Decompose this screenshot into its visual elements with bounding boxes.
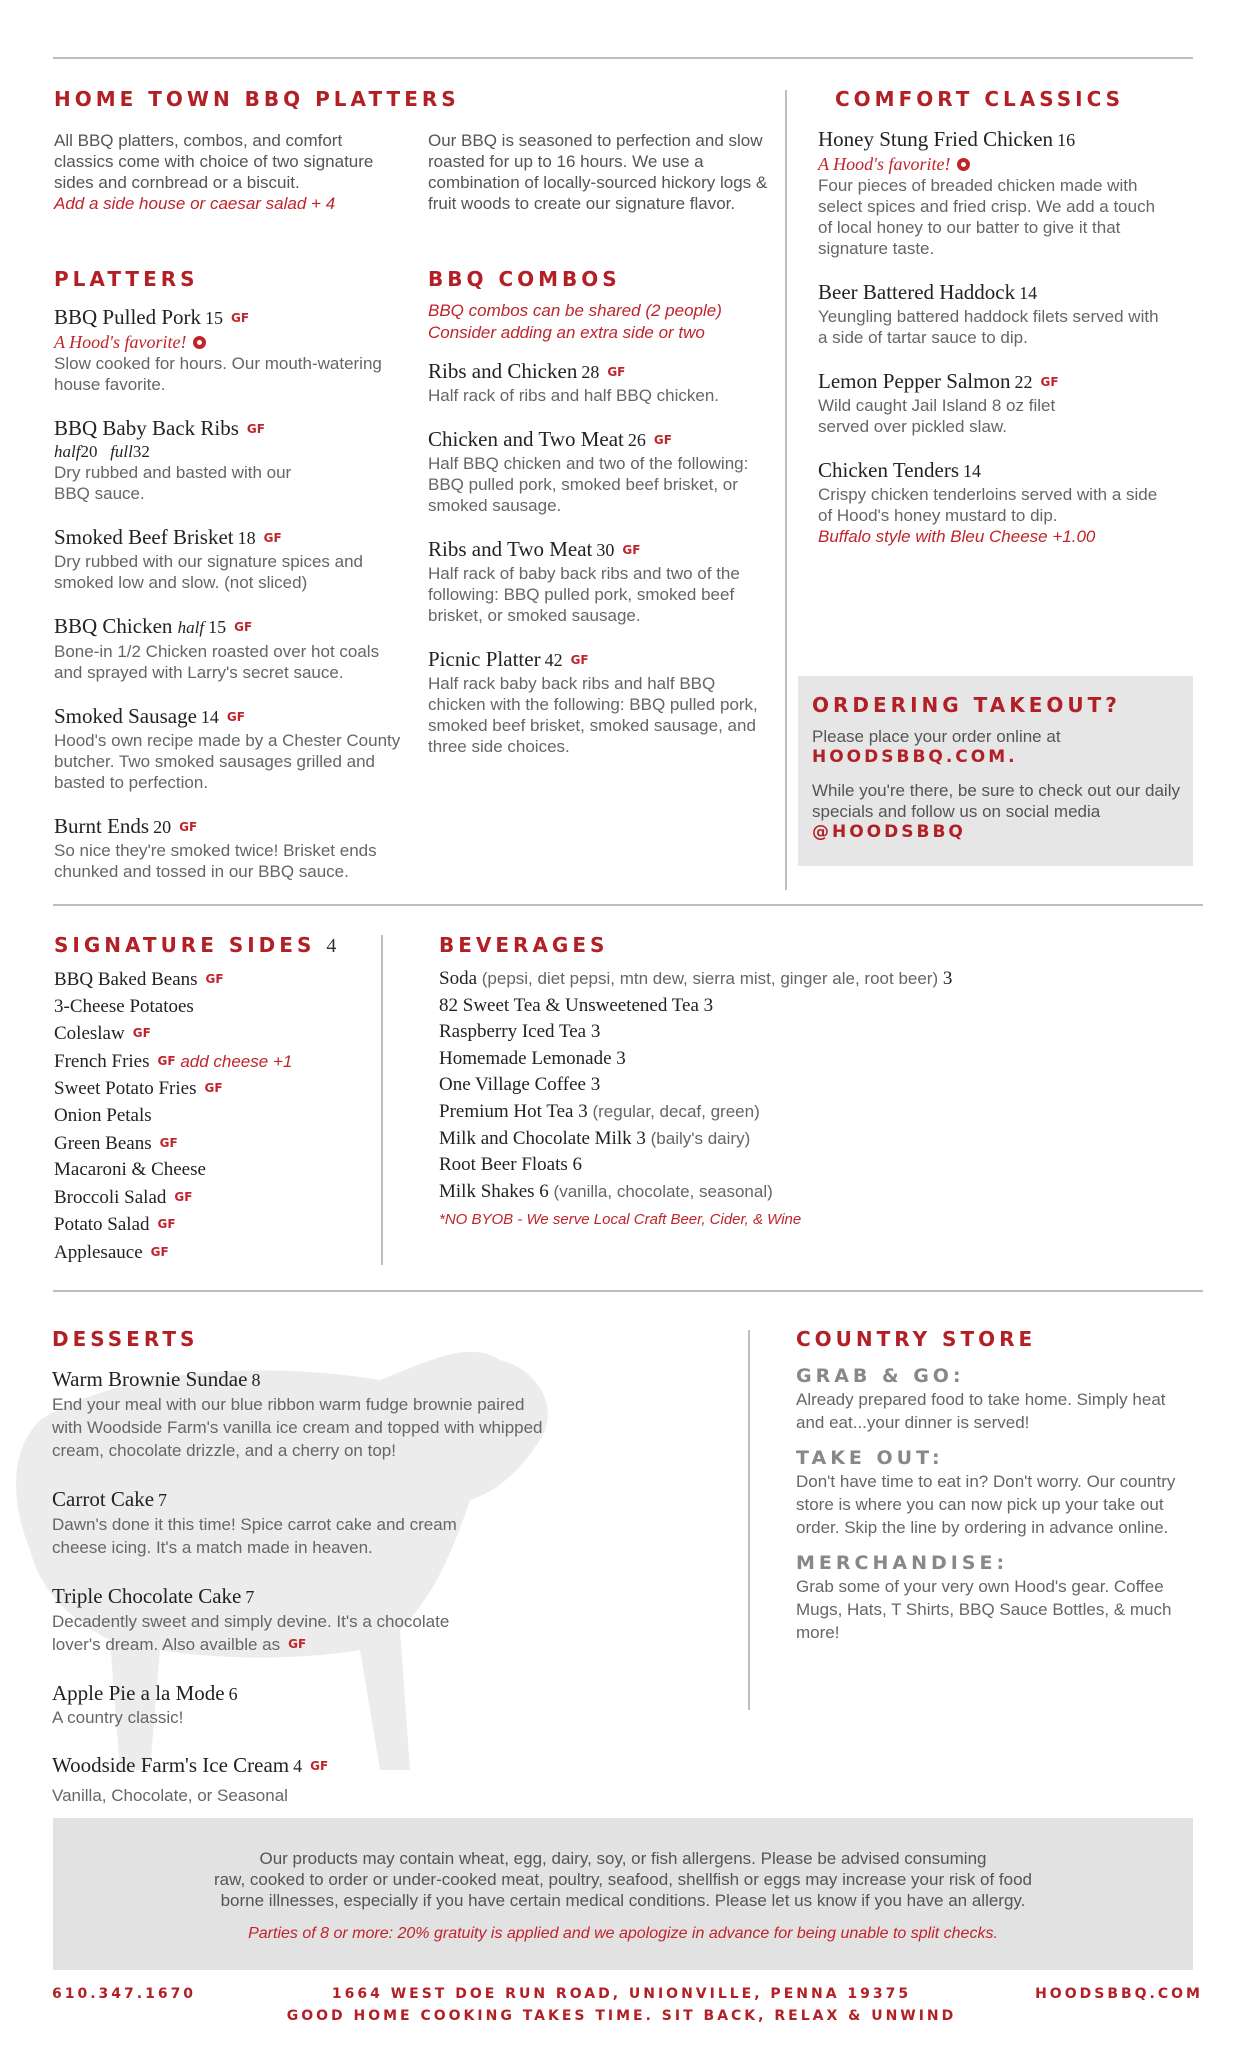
gluten-free-badge: GF [288, 1637, 307, 1651]
half-full-prices: half20 full32 [54, 442, 150, 461]
item-name: Ribs and Chicken [428, 359, 578, 383]
item-price: 18 [237, 528, 256, 548]
lower-divider [53, 1290, 1203, 1292]
store-section-heading: GRAB & GO: [796, 1365, 965, 1387]
combos-note-side: Consider adding an extra side or two [428, 323, 705, 342]
beverage-item: Root Beer Floats 6 [439, 1154, 583, 1176]
gluten-free-badge: GF [234, 620, 253, 634]
comfort-title: COMFORT CLASSICS [835, 87, 1125, 111]
beverage-item: One Village Coffee 3 [439, 1074, 601, 1096]
menu-item [428, 426, 768, 516]
combos-title: BBQ COMBOS [428, 267, 621, 291]
gluten-free-badge: GF [174, 1189, 193, 1204]
footer-phone[interactable]: 610.347.1670 [52, 1986, 197, 2002]
takeout-body [812, 726, 1182, 843]
gluten-free-badge: GF [132, 1026, 151, 1041]
menu-item [818, 279, 1163, 348]
item-desc: End your meal with our blue ribbon warm fudge brownie paired with Woodside Farm's vanilla ice cream and topped with whipped cream, chocolate drizzle, and a cherry on top! [52, 1395, 543, 1460]
beverage-item: Homemade Lemonade 3 [439, 1047, 626, 1069]
store-section [796, 1364, 1196, 1434]
item-desc: Half rack of ribs and half BBQ chicken. [428, 386, 720, 405]
desserts-title: DESSERTS [52, 1327, 199, 1351]
item-desc: Decadently sweet and simply devine. It's a chocolate lover's dream. Also availble as GF [52, 1612, 450, 1654]
gluten-free-badge: GF [157, 1217, 176, 1232]
item-price: 14 [200, 707, 219, 727]
sides-title: SIGNATURE SIDES 4 [54, 933, 337, 957]
gluten-free-badge: GF [226, 710, 245, 724]
item-name: Chicken and Two Meat [428, 427, 624, 451]
menu-item [428, 646, 768, 757]
item-desc: Crispy chicken tenderloins served with a side of Hood's honey mustard to dip. [818, 485, 1158, 525]
gluten-free-badge: GF [159, 1135, 178, 1150]
social-handle-link[interactable]: @HOODSBBQ [812, 822, 966, 842]
menu-item [818, 457, 1163, 548]
favorite-tag: A Hood's favorite! [818, 153, 1163, 175]
item-desc: Slow cooked for hours. Our mouth-watering house favorite. [54, 354, 382, 394]
menu-item [52, 1752, 552, 1806]
beverages-title: BEVERAGES [439, 933, 609, 957]
seasoning-note: Our BBQ is seasoned to perfection and slow roasted for up to 16 hours. We use a combination of locally-sourced hickory logs & fruit woods to create our signature flavor. [428, 131, 768, 213]
side-item: 3-Cheese Potatoes [54, 995, 194, 1017]
combos-list [428, 300, 768, 777]
side-item: French Fries GF add cheese +1 [54, 1048, 374, 1076]
side-item: Broccoli Salad GF [54, 1184, 374, 1212]
takeout-title: ORDERING TAKEOUT? [812, 693, 1121, 717]
sides-price: 4 [326, 935, 337, 957]
item-price: 14 [1019, 283, 1038, 303]
side-item: Potato Salad GF [54, 1211, 374, 1239]
menu-item [54, 415, 404, 504]
item-desc: Four pieces of breaded chicken made with select spices and fried crisp. We add a touch of local honey to our batter to give it that signature taste. [818, 176, 1156, 258]
footer-website-link[interactable]: HOODSBBQ.COM [1035, 1986, 1203, 2002]
item-price: 7 [245, 1587, 255, 1607]
column-divider [381, 935, 383, 1265]
item-desc: So nice they're smoked twice! Brisket ends chunked and tossed in our BBQ sauce. [54, 841, 377, 881]
item-desc: Half BBQ chicken and two of the following: BBQ pulled pork, smoked beef brisket, or smoked sausage. [428, 454, 749, 515]
menu-item: BBQ Chicken half 15 GF Bone-in 1/2 Chicken roasted over hot coals and sprayed with Larry's secret sauce. [54, 613, 404, 683]
gluten-free-badge: GF [653, 433, 672, 447]
platters-intro-text: All BBQ platters, combos, and comfort classics come with choice of two signature sides and cornbread or a biscuit. [54, 131, 374, 192]
store-section-heading: MERCHANDISE: [796, 1552, 1009, 1574]
store-section-body: Don't have time to eat in? Don't worry. Our country store is where you can now pick up your take out order. Skip the line by ordering in advance online. [796, 1472, 1176, 1537]
top-divider [53, 57, 1193, 59]
item-desc: Hood's own recipe made by a Chester County butcher. Two smoked sausages grilled and basted to perfection. [54, 731, 401, 792]
beverage-item: Raspberry Iced Tea 3 [439, 1021, 601, 1043]
gluten-free-badge: GF [310, 1759, 329, 1773]
gluten-free-badge: GF [1040, 375, 1059, 389]
side-item: Coleslaw GF [54, 1020, 374, 1048]
favorite-icon [193, 336, 206, 349]
item-name: Ribs and Two Meat [428, 537, 593, 561]
store-title: COUNTRY STORE [796, 1327, 1037, 1351]
item-desc: Vanilla, Chocolate, or Seasonal [52, 1786, 288, 1805]
item-name: Apple Pie a la Mode [52, 1681, 225, 1705]
item-price: 28 [581, 362, 600, 382]
gluten-free-badge: GF [179, 820, 198, 834]
item-price: 8 [251, 1370, 261, 1390]
beverage-item: Milk and Chocolate Milk 3 (baily's dairy) [439, 1127, 751, 1149]
gluten-free-badge: GF [231, 311, 250, 325]
gluten-free-badge: GF [246, 422, 265, 436]
menu-item [52, 1366, 552, 1462]
item-name: Smoked Sausage [54, 704, 197, 728]
item-price: 30 [596, 540, 615, 560]
menu-item [52, 1486, 552, 1559]
item-price: 14 [963, 461, 982, 481]
column-divider [748, 1330, 750, 1710]
middle-divider [53, 904, 1203, 906]
item-price: 4 [293, 1756, 303, 1776]
item-desc: Dawn's done it this time! Spice carrot cake and cream cheese icing. It's a match made in heaven. [52, 1515, 457, 1557]
item-extra: Buffalo style with Bleu Cheese +1.00 [818, 527, 1096, 546]
store-section-body: Already prepared food to take home. Simply heat and eat...your dinner is served! [796, 1390, 1166, 1432]
item-desc: Yeungling battered haddock filets served with a side of tartar sauce to dip. [818, 307, 1159, 347]
side-item: BBQ Baked Beans GF [54, 966, 374, 994]
gluten-free-badge: GF [157, 1053, 176, 1068]
menu-item [428, 358, 768, 406]
combos-note-shared: BBQ combos can be shared (2 people) [428, 301, 722, 320]
item-name: Triple Chocolate Cake [52, 1584, 242, 1608]
menu-item [818, 126, 1163, 259]
beverage-item: Soda (pepsi, diet pepsi, mtn dew, sierra mist, ginger ale, root beer) 3 [439, 968, 953, 989]
takeout-site-link[interactable]: HOODSBBQ.COM. [812, 747, 1018, 767]
item-name: BBQ Baby Back Ribs [54, 416, 239, 440]
beverage-item: Premium Hot Tea 3 (regular, decaf, green) [439, 1100, 760, 1122]
item-desc: Dry rubbed with our signature spices and smoked low and slow. (not sliced) [54, 552, 363, 592]
item-price: 6 [228, 1684, 238, 1704]
item-price: 16 [1057, 130, 1076, 150]
menu-item [54, 703, 404, 793]
allergen-text [53, 1848, 1193, 1945]
store-section [796, 1446, 1196, 1539]
platters-intro [54, 130, 394, 215]
store-section-heading: TAKE OUT: [796, 1447, 944, 1469]
gluten-free-badge: GF [205, 972, 224, 986]
item-desc: A country classic! [52, 1708, 184, 1727]
item-price: 20 [153, 817, 172, 837]
gratuity-note: Parties of 8 or more: 20% gratuity is applied and we apologize in advance for being unable to split checks. [248, 1925, 998, 1942]
menu-item [54, 524, 404, 593]
beverage-item: 82 Sweet Tea & Unsweetened Tea 3 [439, 994, 714, 1016]
menu-item [428, 536, 768, 626]
item-name: Lemon Pepper Salmon [818, 369, 1011, 393]
takeout-panel [798, 676, 1193, 866]
gluten-free-badge: GF [150, 1244, 169, 1259]
favorite-icon [957, 158, 970, 171]
menu-item [52, 1583, 552, 1656]
item-name: Chicken Tenders [818, 458, 960, 482]
item-price: 26 [627, 430, 646, 450]
allergen-line: Our products may contain wheat, egg, dairy, soy, or fish allergens. Please be advised consuming [259, 1849, 987, 1868]
item-price: 42 [544, 650, 563, 670]
menu-item [52, 1680, 552, 1728]
item-name: Carrot Cake [52, 1487, 155, 1511]
allergen-panel [53, 1818, 1193, 1970]
store-section-body: Grab some of your very own Hood's gear. Coffee Mugs, Hats, T Shirts, BBQ Sauce Bottles, & much more! [796, 1577, 1172, 1642]
byob-note: *NO BYOB - We serve Local Craft Beer, Cider, & Wine [439, 1211, 802, 1229]
platters-list [54, 304, 404, 902]
item-price: 15 [208, 617, 227, 637]
desserts-list [52, 1366, 552, 1826]
side-item: Sweet Potato Fries GF [54, 1075, 374, 1103]
allergen-line: borne illnesses, especially if you have certain medical conditions. Please let us know if you have an allergy. [220, 1891, 1026, 1910]
gluten-free-badge: GF [263, 531, 282, 545]
item-desc: Dry rubbed and basted with our BBQ sauce. [54, 463, 292, 503]
item-desc: Half rack baby back ribs and half BBQ chicken with the following: BBQ pulled pork, smoked beef brisket, smoked sausage, and three side choices. [428, 674, 758, 756]
item-desc: Half rack of baby back ribs and two of the following: BBQ pulled pork, smoked beef brisket, or smoked sausage. [428, 564, 740, 625]
menu-item [54, 304, 404, 395]
item-price: 7 [158, 1490, 168, 1510]
menu-item [54, 813, 404, 882]
gluten-free-badge: GF [607, 365, 626, 379]
item-name: Picnic Platter [428, 647, 541, 671]
item-name: BBQ Chicken [54, 614, 173, 638]
beverage-item: Milk Shakes 6 (vanilla, chocolate, seasonal) [439, 1180, 773, 1202]
side-item: Macaroni & Cheese [54, 1159, 206, 1181]
salad-addon-note: Add a side house or caesar salad + 4 [54, 194, 336, 213]
takeout-line1: Please place your order online at [812, 727, 1061, 746]
side-item: Onion Petals [54, 1104, 152, 1126]
beverages-list [439, 966, 1199, 1228]
store-sections [796, 1364, 1196, 1644]
fries-addon: add cheese +1 [180, 1051, 293, 1071]
item-name: BBQ Pulled Pork [54, 305, 202, 329]
sides-list [54, 966, 374, 1267]
comfort-list [818, 126, 1163, 568]
takeout-line2: While you're there, be sure to check out our daily specials and follow us on social media [812, 781, 1180, 821]
side-item: Green Beans GF [54, 1130, 374, 1158]
item-desc: Wild caught Jail Island 8 oz filet served over pickled slaw. [818, 396, 1056, 436]
item-price: 15 [205, 308, 224, 328]
side-item: Applesauce GF [54, 1239, 374, 1267]
menu-item [818, 368, 1163, 437]
store-section [796, 1551, 1196, 1644]
item-price: 22 [1014, 372, 1033, 392]
item-name: Honey Stung Fried Chicken [818, 127, 1054, 151]
item-name: Smoked Beef Brisket [54, 525, 234, 549]
favorite-tag: A Hood's favorite! [54, 331, 404, 353]
footer-tagline: GOOD HOME COOKING TAKES TIME. SIT BACK, RELAX & UNWIND [286, 2008, 957, 2024]
item-name: Woodside Farm's Ice Cream [52, 1753, 290, 1777]
gluten-free-badge: GF [204, 1081, 223, 1096]
platters-main-title: HOME TOWN BBQ PLATTERS [54, 87, 460, 111]
gluten-free-badge: GF [570, 653, 589, 667]
footer-address: 1664 WEST DOE RUN ROAD, UNIONVILLE, PENNA 19375 [331, 1986, 912, 2002]
item-name: Burnt Ends [54, 814, 150, 838]
allergen-line: raw, cooked to order or under-cooked meat, poultry, seafood, shellfish or eggs may increase your risk of food [214, 1870, 1032, 1889]
platters-title: PLATTERS [54, 267, 199, 291]
item-name: Warm Brownie Sundae [52, 1367, 248, 1391]
item-name: Beer Battered Haddock [818, 280, 1016, 304]
gluten-free-badge: GF [622, 543, 641, 557]
item-desc: Bone-in 1/2 Chicken roasted over hot coals and sprayed with Larry's secret sauce. [54, 642, 380, 682]
column-divider [785, 90, 787, 890]
